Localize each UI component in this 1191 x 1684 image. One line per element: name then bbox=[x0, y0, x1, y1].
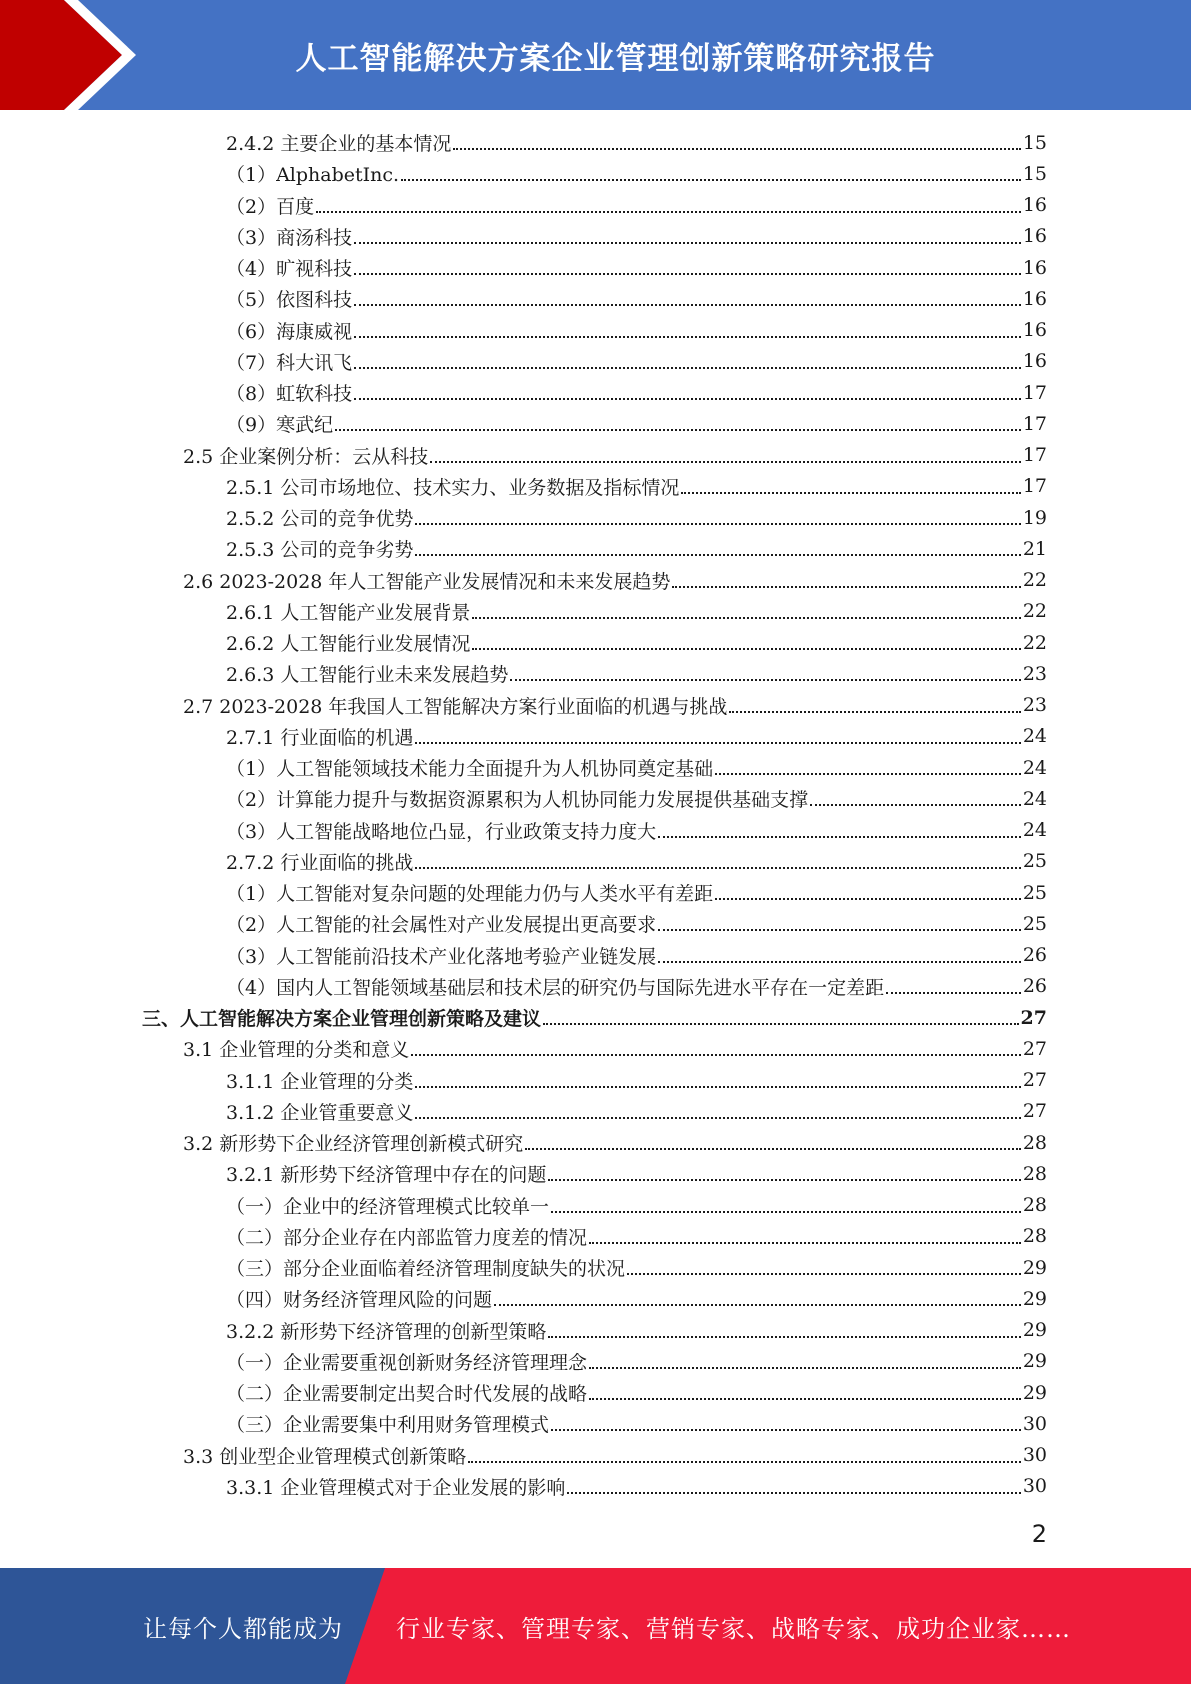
toc-entry[interactable] bbox=[0, 1283, 1191, 1314]
toc-entry-label: （四）财务经济管理风险的问题 bbox=[226, 1289, 493, 1312]
toc-entry-label: 2.6.1 人工智能产业发展背景 bbox=[226, 601, 471, 624]
toc-entry[interactable] bbox=[0, 158, 1191, 189]
toc-entry-label: （5）依图科技 bbox=[226, 289, 353, 312]
toc-entry-page: 17 bbox=[1022, 475, 1047, 498]
footer-slogan-right: 行业专家、管理专家、营销专家、战略专家、成功企业家…… bbox=[396, 1614, 1071, 1643]
toc-entry-label: 2.6.3 人工智能行业未来发展趋势 bbox=[226, 664, 509, 687]
toc-entry-page: 24 bbox=[1022, 819, 1047, 842]
toc-entry-page: 16 bbox=[1022, 319, 1047, 342]
toc-entry-page: 24 bbox=[1022, 787, 1047, 810]
toc-entry-label: 2.7 2023-2028 年我国人工智能解决方案行业面临的机遇与挑战 bbox=[183, 695, 728, 718]
toc-entry-page: 29 bbox=[1022, 1381, 1047, 1404]
toc-entry-label: （二）部分企业存在内部监管力度差的情况 bbox=[226, 1226, 588, 1249]
toc-entry-page: 22 bbox=[1022, 569, 1047, 592]
toc-dot-leader bbox=[415, 535, 1020, 556]
toc-dot-leader bbox=[681, 473, 1020, 494]
toc-dot-leader bbox=[453, 129, 1020, 150]
toc-dot-leader bbox=[472, 629, 1020, 650]
toc-entry-page: 25 bbox=[1022, 881, 1047, 904]
toc-entry-page: 27 bbox=[1022, 1037, 1047, 1060]
toc-entry[interactable] bbox=[0, 846, 1191, 877]
toc-entry-label: 2.6.2 人工智能行业发展情况 bbox=[226, 633, 471, 656]
toc-dot-leader bbox=[354, 348, 1021, 369]
toc-entry[interactable] bbox=[0, 596, 1191, 627]
toc-entry-label: （7）科大讯飞 bbox=[226, 351, 353, 374]
toc-entry-page: 24 bbox=[1022, 756, 1047, 779]
toc-entry-label: 2.6 2023-2028 年人工智能产业发展情况和未来发展趋势 bbox=[183, 570, 671, 593]
toc-entry-page: 29 bbox=[1022, 1256, 1047, 1279]
toc-entry-label: 2.5.2 公司的竞争优势 bbox=[226, 508, 414, 531]
toc-entry-label: （6）海康威视 bbox=[226, 320, 353, 343]
toc-entry[interactable] bbox=[0, 815, 1191, 846]
toc-entry-label: （3）人工智能前沿技术产业化落地考验产业链发展 bbox=[226, 945, 657, 968]
toc-entry[interactable] bbox=[0, 908, 1191, 939]
toc-entry[interactable] bbox=[0, 377, 1191, 408]
toc-entry-page: 21 bbox=[1022, 537, 1047, 560]
toc-entry-label: （2）计算能力提升与数据资源累积为人机协同能力发展提供基础支撑 bbox=[226, 789, 809, 812]
toc-entry[interactable] bbox=[0, 1408, 1191, 1439]
toc-entry[interactable] bbox=[0, 690, 1191, 721]
toc-entry[interactable] bbox=[0, 221, 1191, 252]
toc-entry-page: 15 bbox=[1022, 131, 1047, 154]
page-header bbox=[0, 0, 1191, 110]
toc-entry-page: 28 bbox=[1022, 1225, 1047, 1248]
toc-dot-leader bbox=[354, 285, 1021, 306]
toc-entry[interactable] bbox=[0, 1127, 1191, 1158]
toc-entry[interactable] bbox=[0, 408, 1191, 439]
toc-entry-page: 29 bbox=[1022, 1319, 1047, 1342]
toc-entry[interactable] bbox=[0, 346, 1191, 377]
toc-entry-label: （三）企业需要集中利用财务管理模式 bbox=[226, 1414, 550, 1437]
toc-entry[interactable] bbox=[0, 1471, 1191, 1502]
toc-entry-page: 16 bbox=[1022, 350, 1047, 373]
toc-entry[interactable] bbox=[0, 721, 1191, 752]
toc-entry-page: 22 bbox=[1022, 600, 1047, 623]
toc-entry-label: 3.1.1 企业管理的分类 bbox=[226, 1070, 414, 1093]
toc-entry-label: 2.5 企业案例分析：云从科技 bbox=[183, 445, 429, 468]
toc-entry-label: （一）企业需要重视创新财务经济管理理念 bbox=[226, 1351, 588, 1374]
toc-entry-label: 2.5.3 公司的竞争劣势 bbox=[226, 539, 414, 562]
toc-entry-label: （9）寒武纪 bbox=[226, 414, 334, 437]
toc-entry[interactable] bbox=[0, 533, 1191, 564]
toc-dot-leader bbox=[715, 879, 1021, 900]
toc-dot-leader bbox=[494, 1285, 1021, 1306]
toc-entry-label: （三）部分企业面临着经济管理制度缺失的状况 bbox=[226, 1258, 626, 1281]
toc-entry[interactable] bbox=[0, 315, 1191, 346]
toc-dot-leader bbox=[658, 817, 1021, 838]
toc-entry-page: 17 bbox=[1022, 381, 1047, 404]
toc-entry[interactable] bbox=[0, 1065, 1191, 1096]
toc-dot-leader bbox=[335, 410, 1021, 431]
toc-entry-page: 29 bbox=[1022, 1287, 1047, 1310]
toc-entry-label: 3.2.2 新形势下经济管理的创新型策略 bbox=[226, 1320, 547, 1343]
toc-entry[interactable] bbox=[0, 502, 1191, 533]
toc-entry-page: 27 bbox=[1022, 1100, 1047, 1123]
table-of-contents bbox=[0, 127, 1191, 1502]
toc-dot-leader bbox=[510, 660, 1020, 681]
report-title: 人工智能解决方案企业管理创新策略研究报告 bbox=[295, 40, 936, 77]
toc-entry-label: 3.3.1 企业管理模式对于企业发展的影响 bbox=[226, 1476, 566, 1499]
toc-dot-leader bbox=[354, 317, 1021, 338]
toc-entry-page: 30 bbox=[1022, 1444, 1047, 1467]
toc-entry-label: （2）百度 bbox=[226, 195, 315, 218]
footer-slogan-left: 让每个人都能成为 bbox=[143, 1614, 343, 1643]
toc-entry-page: 24 bbox=[1022, 725, 1047, 748]
toc-entry-label: （一）企业中的经济管理模式比较单一 bbox=[226, 1195, 550, 1218]
toc-entry-label: 2.7.1 行业面临的机遇 bbox=[226, 726, 414, 749]
toc-dot-leader bbox=[589, 1223, 1021, 1244]
toc-entry[interactable] bbox=[0, 627, 1191, 658]
toc-entry-page: 16 bbox=[1022, 225, 1047, 248]
toc-dot-leader bbox=[430, 442, 1021, 463]
toc-entry-label: （1）人工智能领域技术能力全面提升为人机协同奠定基础 bbox=[226, 758, 714, 781]
toc-entry-page: 16 bbox=[1022, 194, 1047, 217]
toc-entry-label: （3）人工智能战略地位凸显，行业政策支持力度大 bbox=[226, 820, 657, 843]
toc-dot-leader bbox=[316, 192, 1021, 213]
toc-dot-leader bbox=[567, 1473, 1020, 1494]
toc-entry-page: 17 bbox=[1022, 444, 1047, 467]
toc-entry[interactable] bbox=[0, 783, 1191, 814]
toc-dot-leader bbox=[715, 754, 1021, 775]
toc-entry[interactable] bbox=[0, 877, 1191, 908]
toc-entry-page: 29 bbox=[1022, 1350, 1047, 1373]
toc-dot-leader bbox=[589, 1379, 1021, 1400]
toc-entry-page: 30 bbox=[1022, 1475, 1047, 1498]
toc-entry-page: 28 bbox=[1022, 1194, 1047, 1217]
toc-entry[interactable] bbox=[0, 440, 1191, 471]
toc-entry[interactable] bbox=[0, 471, 1191, 502]
toc-entry-page: 28 bbox=[1022, 1162, 1047, 1185]
page-footer bbox=[0, 1568, 1191, 1684]
toc-entry-label: （4）国内人工智能领域基础层和技术层的研究仍与国际先进水平存在一定差距 bbox=[226, 976, 885, 999]
toc-dot-leader bbox=[525, 1129, 1021, 1150]
toc-dot-leader bbox=[548, 1160, 1020, 1181]
toc-entry[interactable] bbox=[0, 127, 1191, 158]
toc-entry-page: 17 bbox=[1022, 412, 1047, 435]
toc-entry-page: 27 bbox=[1022, 1069, 1047, 1092]
toc-entry[interactable] bbox=[0, 283, 1191, 314]
toc-dot-leader bbox=[411, 1035, 1021, 1056]
toc-dot-leader bbox=[354, 254, 1021, 275]
toc-entry-page: 23 bbox=[1022, 694, 1047, 717]
toc-entry-page: 15 bbox=[1022, 162, 1047, 185]
toc-entry-label: 三、人工智能解决方案企业管理创新策略及建议 bbox=[142, 1008, 542, 1031]
toc-dot-leader bbox=[672, 567, 1020, 588]
toc-dot-leader bbox=[354, 223, 1021, 244]
toc-entry-page: 16 bbox=[1022, 256, 1047, 279]
toc-entry[interactable] bbox=[0, 1252, 1191, 1283]
toc-entry-page: 28 bbox=[1022, 1131, 1047, 1154]
toc-entry[interactable] bbox=[0, 1002, 1191, 1033]
toc-entry-page: 23 bbox=[1022, 662, 1047, 685]
toc-dot-leader bbox=[658, 942, 1021, 963]
toc-entry-page: 27 bbox=[1020, 1006, 1047, 1029]
toc-entry-page: 22 bbox=[1022, 631, 1047, 654]
toc-dot-leader bbox=[415, 504, 1020, 525]
toc-entry-label: 3.2.1 新形势下经济管理中存在的问题 bbox=[226, 1164, 547, 1187]
toc-dot-leader bbox=[551, 1192, 1021, 1213]
toc-entry-page: 26 bbox=[1022, 944, 1047, 967]
toc-entry[interactable] bbox=[0, 252, 1191, 283]
toc-entry-label: 2.7.2 行业面临的挑战 bbox=[226, 851, 414, 874]
toc-entry-label: 2.5.1 公司市场地位、技术实力、业务数据及指标情况 bbox=[226, 476, 680, 499]
toc-entry[interactable] bbox=[0, 940, 1191, 971]
toc-dot-leader bbox=[729, 692, 1020, 713]
toc-entry[interactable] bbox=[0, 1377, 1191, 1408]
toc-dot-leader bbox=[401, 160, 1021, 181]
toc-entry[interactable] bbox=[0, 1221, 1191, 1252]
toc-entry-label: 2.4.2 主要企业的基本情况 bbox=[226, 133, 452, 156]
page-number: 2 bbox=[1031, 1520, 1047, 1548]
toc-entry-label: （2）人工智能的社会属性对产业发展提出更高要求 bbox=[226, 914, 657, 937]
toc-dot-leader bbox=[886, 973, 1021, 994]
toc-entry-label: （二）企业需要制定出契合时代发展的战略 bbox=[226, 1383, 588, 1406]
toc-entry[interactable] bbox=[0, 1033, 1191, 1064]
toc-dot-leader bbox=[415, 1067, 1020, 1088]
toc-dot-leader bbox=[468, 1442, 1021, 1463]
toc-dot-leader bbox=[472, 598, 1020, 619]
toc-dot-leader bbox=[548, 1317, 1020, 1338]
toc-entry[interactable] bbox=[0, 190, 1191, 221]
toc-entry[interactable] bbox=[0, 1158, 1191, 1189]
toc-entry-label: 3.1 企业管理的分类和意义 bbox=[183, 1039, 410, 1062]
toc-entry-page: 25 bbox=[1022, 912, 1047, 935]
toc-entry-label: 3.3 创业型企业管理模式创新策略 bbox=[183, 1445, 467, 1468]
toc-entry[interactable] bbox=[0, 1346, 1191, 1377]
toc-entry-page: 26 bbox=[1022, 975, 1047, 998]
toc-dot-leader bbox=[589, 1348, 1021, 1369]
toc-dot-leader bbox=[627, 1254, 1021, 1275]
toc-entry-label: （8）虹软科技 bbox=[226, 383, 353, 406]
toc-entry[interactable] bbox=[0, 1440, 1191, 1471]
toc-entry-page: 19 bbox=[1022, 506, 1047, 529]
toc-dot-leader bbox=[543, 1004, 1019, 1025]
toc-entry-page: 30 bbox=[1022, 1412, 1047, 1435]
toc-dot-leader bbox=[415, 1098, 1020, 1119]
toc-entry-page: 25 bbox=[1022, 850, 1047, 873]
toc-entry[interactable] bbox=[0, 1190, 1191, 1221]
toc-entry[interactable] bbox=[0, 1315, 1191, 1346]
toc-dot-leader bbox=[415, 723, 1020, 744]
toc-entry-label: （3）商汤科技 bbox=[226, 226, 353, 249]
toc-dot-leader bbox=[658, 910, 1021, 931]
toc-entry[interactable] bbox=[0, 971, 1191, 1002]
toc-entry-label: 3.1.2 企业管重要意义 bbox=[226, 1101, 414, 1124]
toc-dot-leader bbox=[415, 848, 1020, 869]
toc-dot-leader bbox=[551, 1410, 1021, 1431]
toc-entry[interactable] bbox=[0, 658, 1191, 689]
toc-entry-label: （4）旷视科技 bbox=[226, 258, 353, 281]
toc-entry[interactable] bbox=[0, 1096, 1191, 1127]
toc-dot-leader bbox=[354, 379, 1021, 400]
toc-entry-page: 16 bbox=[1022, 287, 1047, 310]
toc-entry[interactable] bbox=[0, 752, 1191, 783]
toc-entry-label: 3.2 新形势下企业经济管理创新模式研究 bbox=[183, 1133, 524, 1156]
toc-entry[interactable] bbox=[0, 565, 1191, 596]
toc-dot-leader bbox=[810, 785, 1021, 806]
toc-entry-label: （1）人工智能对复杂问题的处理能力仍与人类水平有差距 bbox=[226, 883, 714, 906]
toc-entry-label: （1）AlphabetInc. bbox=[226, 164, 400, 187]
